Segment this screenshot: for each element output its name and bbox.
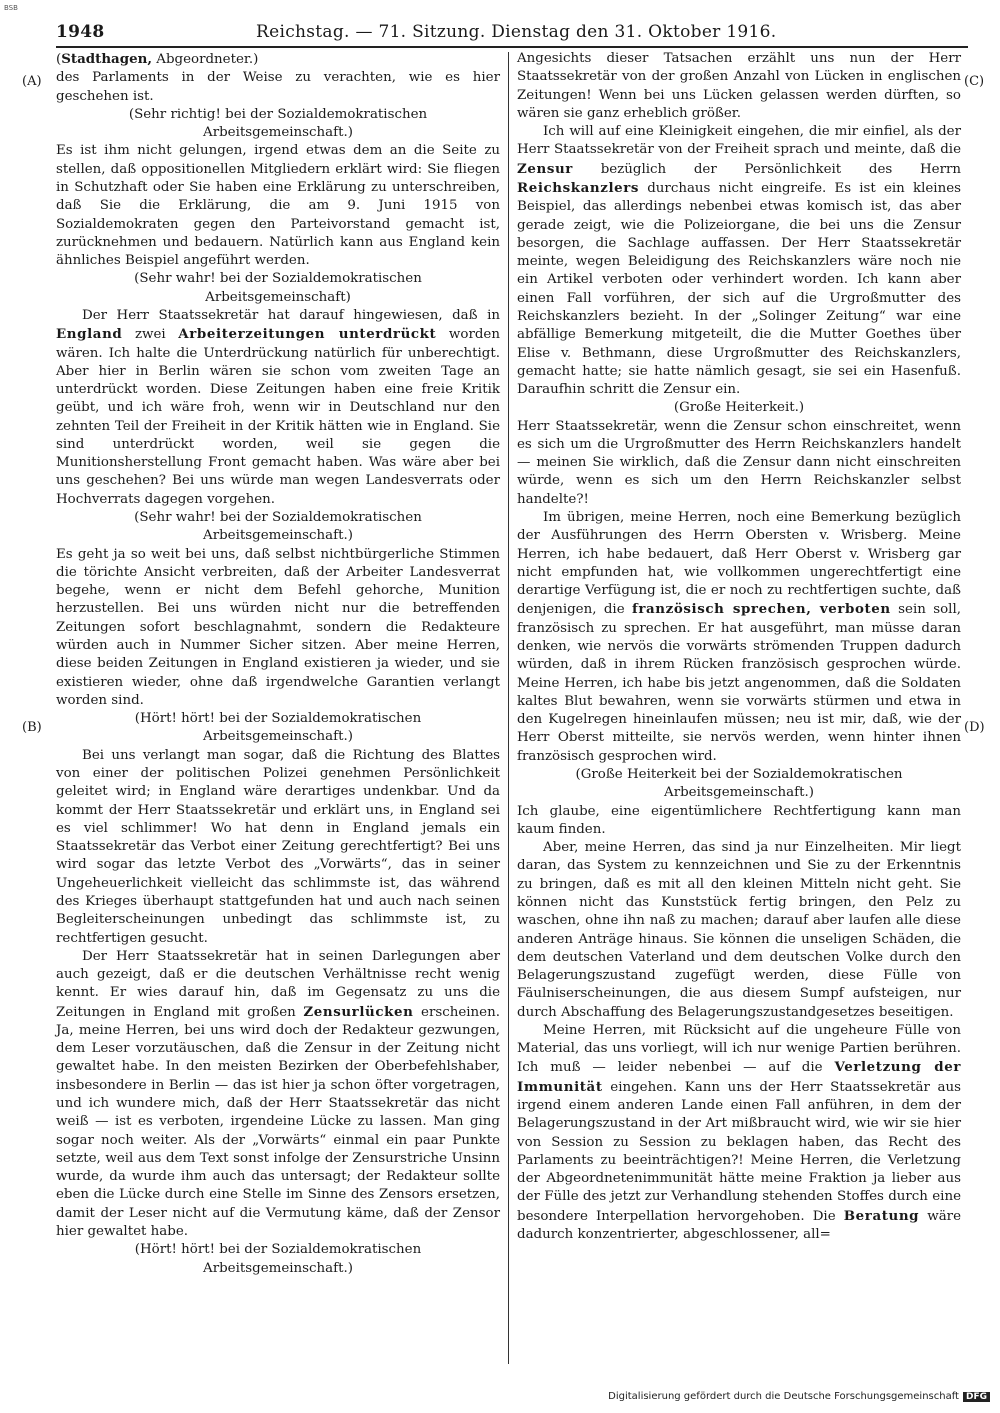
header-rule <box>56 46 968 48</box>
emphasis-arbeiterzeitungen: Arbeiterzeitungen unterdrückt <box>178 326 437 343</box>
page-header <box>56 22 968 48</box>
column-divider <box>508 52 509 1364</box>
paragraph: Im übrigen, meine Herren, noch eine Bemerkung bezüglich der Ausführungen des Herrn Obersten v. Wrisberg. Meine Herren, ich habe bedauert, daß Herr Oberst v. Wrisberg gar nicht empfunden hat, wie vollkommen ungerechtfertigt eine derartige Verfügung ist, die er noch zu rechtfertigen suchte, daß denjenigen, die französisch sprechen, verboten sein soll, französisch zu sprechen. Er hat ausgeführt, man müsse daran denken, wie nervös die vorwärts strömenden Truppen dadurch würden, daß in ihrem Rücken französisch gesprochen würde. Meine Herren, ich habe bis jetzt angenommen, daß die Soldaten kaltes Blut bewahren, wenn sie vorwärts stürmen und etwa in den Kugelregen hineinlaufen müssen; neu ist mir, daß, wie der Herr Oberst mitteilte, sie nervös werden, wenn hinter ihnen französisch gesprochen wird. <box>517 510 961 764</box>
emphasis-england: England <box>56 326 123 343</box>
emphasis-zensurluecken: Zensurlücken <box>303 1003 414 1020</box>
paragraph: Es geht ja so weit bei uns, daß selbst nichtbürgerliche Stimmen die törichte Ansicht verbreiten, daß der Arbeiter Landesverrat begehe, wenn er nicht dem Befehl gehorche, Munition herzustellen. Bei uns würden nicht nur die betreffenden Zeitungen sofort beschlagnahmt, sondern die Redakteure würden auch in Nummer Sicher sitzen. Aber meine Herren, diese beiden Zeitungen in England existieren ja wieder, und sie existieren wieder, ohne daß irgendwelche Garantien verlangt worden sind. <box>56 546 500 708</box>
paragraph: Herr Staatssekretär, wenn die Zensur schon einschreitet, wenn es sich um die Urgroßmutter des Herrn Reichskanzlers handelt — meinen Sie wirklich, daß die Zensur dann nicht einschreiten würde, wenn es sich um den Herrn Reichskanzler selbst handelte?! <box>517 418 961 507</box>
speaker-line: (Stadthagen, Abgeordneter.) <box>56 51 259 67</box>
margin-marker-d: (D) <box>964 720 985 735</box>
paragraph: Aber, meine Herren, das sind ja nur Einzelheiten. Mir liegt daran, das System zu kennzeichnen und Sie zu der Erkenntnis zu bringen, daß es mit all den kleinen Mitteln nicht geht. Sie können nicht das Kunststück fertig bringen, den Pelz zu waschen, ohne ihn naß zu machen; darauf aber laufen alle diese anderen Anträge hinaus. Sie können die unseligen Schäden, die dem deutschen Vaterland und dem deutschen Volke durch den Belagerungszustand zugefügt werden, diese Fülle von Fäulniserscheinungen, die aus diesem Sumpf aufsteigen, nur durch Abschaffung des Belagerungszustandgesetzes beseitigen. <box>517 840 961 1020</box>
footer-text: Digitalisierung gefördert durch die Deutsche Forschungsgemeinschaft <box>608 1391 959 1402</box>
running-title: Reichstag. — 71. Sitzung. Dienstag den 31. Oktober 1916. <box>256 22 777 42</box>
paragraph: Es ist ihm nicht gelungen, irgend etwas dem an die Seite zu stellen, daß oppositionellen Mitgliedern erklärt wird: Sie fliegen in Schutzhaft oder Sie haben eine Erklärung zu unterschreiben, daß Sie die Erklärung, die am 9. Juni 1915 von Sozialdemokraten gegen den Parteivorstand gemacht ist, zurücknehmen und bedauern. Natürlich kann aus England kein ähnliches Beispiel angeführt werden. <box>56 143 500 269</box>
paragraph: Bei uns verlangt man sogar, daß die Richtung des Blattes von einer der politischen Polizei genehmen Persönlichkeit geleitet wird; in England wäre derartiges undenkbar. Und da kommt der Herr Staatssekretär und erklärt uns, in England sei es viel schlimmer! Wo hat denn in England jemals ein Staatssekretär das Verbot einer Zeitung gerechtfertigt? Bei uns wird sogar das letzte Verbot des „Vorwärts“, das in seiner Ungeheuerlichkeit vielleicht das schlimmste ist, das während des Krieges überhaupt stattgefunden hat und auch nach seinen Begleiterscheinungen unbedingt das schlimmste ist, zu rechtfertigen gesucht. <box>56 747 500 946</box>
margin-marker-b: (B) <box>22 720 42 735</box>
paragraph: Der Herr Staatssekretär hat darauf hingewiesen, daß in England zwei Arbeiterzeitungen unterdrückt worden wären. Ich halte die Unterdrückung natürlich für unberechtigt. Aber hier in Berlin wären sie schon vom zweiten Tage an unterdrückt worden. Diese Zeitungen haben eine freie Kritik geübt, und ich wäre froh, wenn wir in Deutschland nur den zehnten Teil der Freiheit in der Kritik hätten wie in England. Sie sind unterdrückt worden, weil sie gegen die Munitionsherstellung Front gemacht haben. Was wäre aber bei uns geschehen? Bei uns würde man wegen Landesverrats oder Hochverrats dagegen vorgehen. <box>56 307 500 507</box>
footer-credit <box>590 1391 990 1407</box>
paragraph: Ich will auf eine Kleinigkeit eingehen, die mir einfiel, als der Herr Staatssekretär von der Freiheit sprach und meinte, daß die Zensur bezüglich der Persönlichkeit des Herrn Reichskanzlers durchaus nicht eingreife. Es ist ein kleines Beispiel, das allerdings nebenbei etwas komisch ist, das aber gerade zeigt, wie die Polizeiorgane, die bei uns die Zensur besorgen, die Sachlage auffassen. Der Herr Staatssekretär meinte, wegen Beleidigung des Reichskanzlers wäre noch nie ein Artikel verboten oder verhindert worden. Ich kann aber einen Fall vorführen, der sich auf die Urgroßmutter des Reichskanzlers bezieht. In der „Solinger Zeitung“ war eine abfällige Bemerkung mitgeteilt, die die Mutter Goethes über Elise v. Bethmann, diese Urgroßmutter des Reichskanzlers, gemacht hatte; sie hatte nämlich gesagt, sie sei ein Hasenfuß. Daraufhin schritt die Zensur ein. <box>517 124 961 398</box>
emphasis-franzoesisch: französisch sprechen, verboten <box>632 601 891 618</box>
interjection: (Sehr wahr! bei der Sozialdemokratischen Arbeitsgemeinschaft) <box>134 271 422 305</box>
interjection: (Große Heiterkeit bei der Sozialdemokratischen Arbeitsgemeinschaft.) <box>575 766 903 801</box>
margin-marker-a: (A) <box>22 74 42 89</box>
page-number: 1948 <box>56 22 105 42</box>
paragraph: Meine Herren, mit Rücksicht auf die ungeheure Fülle von Material, das uns vorliegt, will ich nur wenige Partien berühren. Ich muß — leider nebenbei — auf die Verletzung der Immunität eingehen. Kann uns der Herr Staatssekretär aus irgend einem anderen Lande einen Fall anführen, in dem der Belagerungszustand in der Art mißbraucht wird, wie wir sie hier von Session zu Session zu beklagen haben, das Recht des Parlaments zu beeinträchtigen?! Meine Herren, die Verletzung der Abgeordnetenimmunität hätte meine Fraktion ja lieber aus der Fülle des jetzt zur Verhandlung stehenden Stoffes durch eine besondere Interpellation hervorgehoben. Die Beratung wäre dadurch konzentrierter, abgeschlossener, all= <box>517 1022 962 1242</box>
speaker-name: Stadthagen, <box>61 51 153 67</box>
emphasis-beratung: Beratung <box>843 1207 920 1224</box>
left-column <box>56 50 500 1278</box>
interjection: (Große Heiterkeit.) <box>673 400 805 416</box>
paragraph: des Parlaments in der Weise zu verachten, wie es hier geschehen ist. <box>56 70 500 104</box>
library-mark: BSB <box>4 4 18 12</box>
paragraph: Angesichts dieser Tatsachen erzählt uns nun der Herr Staatssekretär von der großen Anzahl von Lücken in englischen Zeitungen! Wenn bei uns Lücken gelassen werden dürften, so wären sie ganz erheblich größer. <box>517 51 961 121</box>
interjection: (Hört! hört! bei der Sozialdemokratischen Arbeitsgemeinschaft.) <box>134 1242 422 1276</box>
interjection: (Sehr richtig! bei der Sozialdemokratischen Arbeitsgemeinschaft.) <box>128 106 428 141</box>
paragraph: Ich glaube, eine eigentümlichere Rechtfertigung kann man kaum finden. <box>517 803 961 837</box>
interjection: (Sehr wahr! bei der Sozialdemokratischen Arbeitsgemeinschaft.) <box>134 510 422 544</box>
right-column <box>517 50 961 1244</box>
speaker-role: Abgeordneter.) <box>152 52 259 67</box>
emphasis-zensur: Zensur <box>517 160 573 177</box>
emphasis-reichskanzlers: Reichskanzlers <box>517 179 640 196</box>
margin-marker-c: (C) <box>964 74 985 89</box>
paragraph: Der Herr Staatssekretär hat in seinen Darlegungen aber auch gezeigt, daß er die deutschen Verhältnisse recht wenig kennt. Er wies darauf hin, daß im Gegensatz zu uns die Zeitungen in England mit großen Zensurlücken erscheinen. Ja, meine Herren, bei uns wird doch der Redakteur gezwungen, dem Leser vorzutäuschen, daß die Zensur in der Zeitung nicht gewaltet habe. In den meisten Bezirken der Oberbefehlshaber, insbesondere in Berlin — das ist hier ja schon öfter vorgetragen, und ich wundere mich, daß der Herr Staatssekretär das nicht weiß — ist es verboten, irgendeine Lücke zu lassen. Man ging sogar noch weiter. Als der „Vorwärts“ einmal ein paar Punkte setzte, weil aus dem Text sonst infolge der Zensurstriche Unsinn wurde, da wurde ihm auch das untersagt; der Redakteur sollte eben die Lücke durch eine Stelle im Sinne des Zensors ersetzen, damit der Leser nicht auf die Vermutung käme, daß der Zensor hier gewaltet habe. <box>56 948 500 1239</box>
interjection: (Hört! hört! bei der Sozialdemokratischen Arbeitsgemeinschaft.) <box>134 711 422 745</box>
dfg-logo: DFG <box>963 1392 990 1402</box>
emphasis-immunitaet: Verletzung der Immunität <box>517 1059 961 1095</box>
